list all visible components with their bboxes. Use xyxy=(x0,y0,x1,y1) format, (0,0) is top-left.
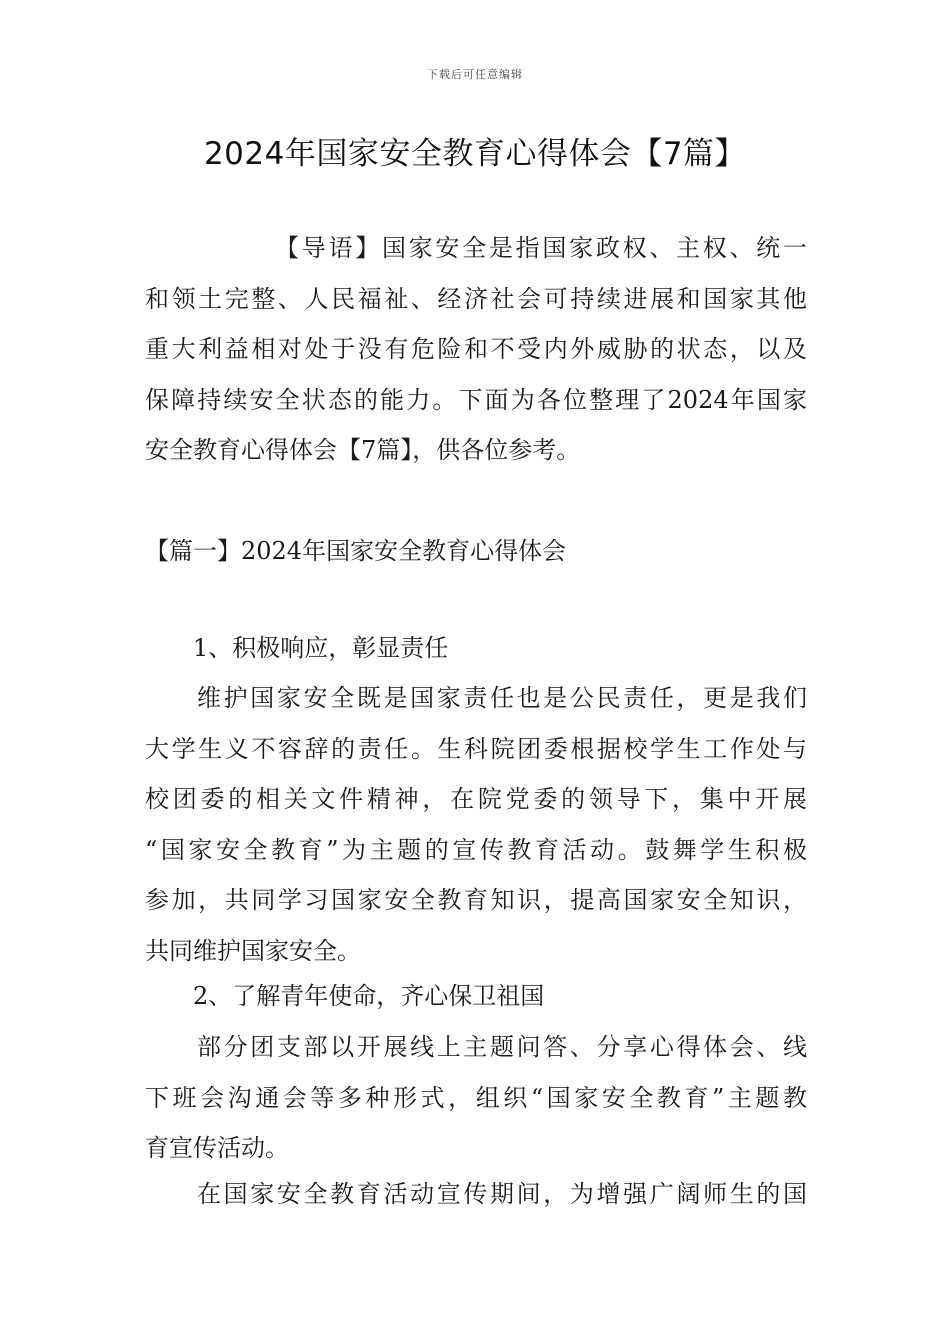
heading-1: 1、积极响应，彰显责任 xyxy=(193,634,449,662)
paragraph-line: 下班会沟通会等多种形式，组织“国家安全教育”主题教 xyxy=(145,1083,807,1112)
paragraph-line: 在国家安全教育活动宣传期间，为增强广阔师生的国 xyxy=(197,1180,807,1208)
paragraph-3 xyxy=(145,1169,807,1220)
paragraph-line: 共同维护国家安全。 xyxy=(145,936,361,965)
header-note: 下载后可任意编辑 xyxy=(427,68,523,81)
paragraph-1 xyxy=(145,673,807,976)
paragraph-line: 大学生义不容辞的责任。生科院团委根据校学生工作处与 xyxy=(145,734,807,763)
paragraph-line: 育宣传活动。 xyxy=(145,1134,289,1162)
intro-line: 安全教育心得体会【7篇】，供各位参考。 xyxy=(145,436,581,464)
paragraph-line: 部分团支部以开展线上主题问答、分享心得体会、线 xyxy=(197,1033,807,1061)
section-title: 【篇一】2024年国家安全教育心得体会 xyxy=(145,537,567,565)
paragraph-line: 参加，共同学习国家安全教育知识，提高国家安全知识， xyxy=(145,886,807,914)
intro-line: 重大利益相对处于没有危险和不受内外威胁的状态，以及 xyxy=(145,335,807,363)
document-title: 2024年国家安全教育心得体会【7篇】 xyxy=(203,136,747,172)
paragraph-line: 维护国家安全既是国家责任也是公民责任，更是我们 xyxy=(197,684,807,712)
intro-line: 和领土完整、人民福祉、经济社会可持续进展和国家其他 xyxy=(145,284,807,313)
paragraph-2 xyxy=(145,1022,807,1174)
intro-paragraph xyxy=(145,223,807,476)
paragraph-line: 校团委的相关文件精神，在院党委的领导下，集中开展 xyxy=(145,785,807,813)
heading-2: 2、了解青年使命，齐心保卫祖国 xyxy=(193,982,545,1010)
intro-line: 【导语】国家安全是指国家政权、主权、统一 xyxy=(275,234,807,262)
intro-line: 保障持续安全状态的能力。下面为各位整理了2024年国家 xyxy=(145,385,807,414)
paragraph-line: “国家安全教育”为主题的宣传教育活动。鼓舞学生积极 xyxy=(145,835,807,864)
